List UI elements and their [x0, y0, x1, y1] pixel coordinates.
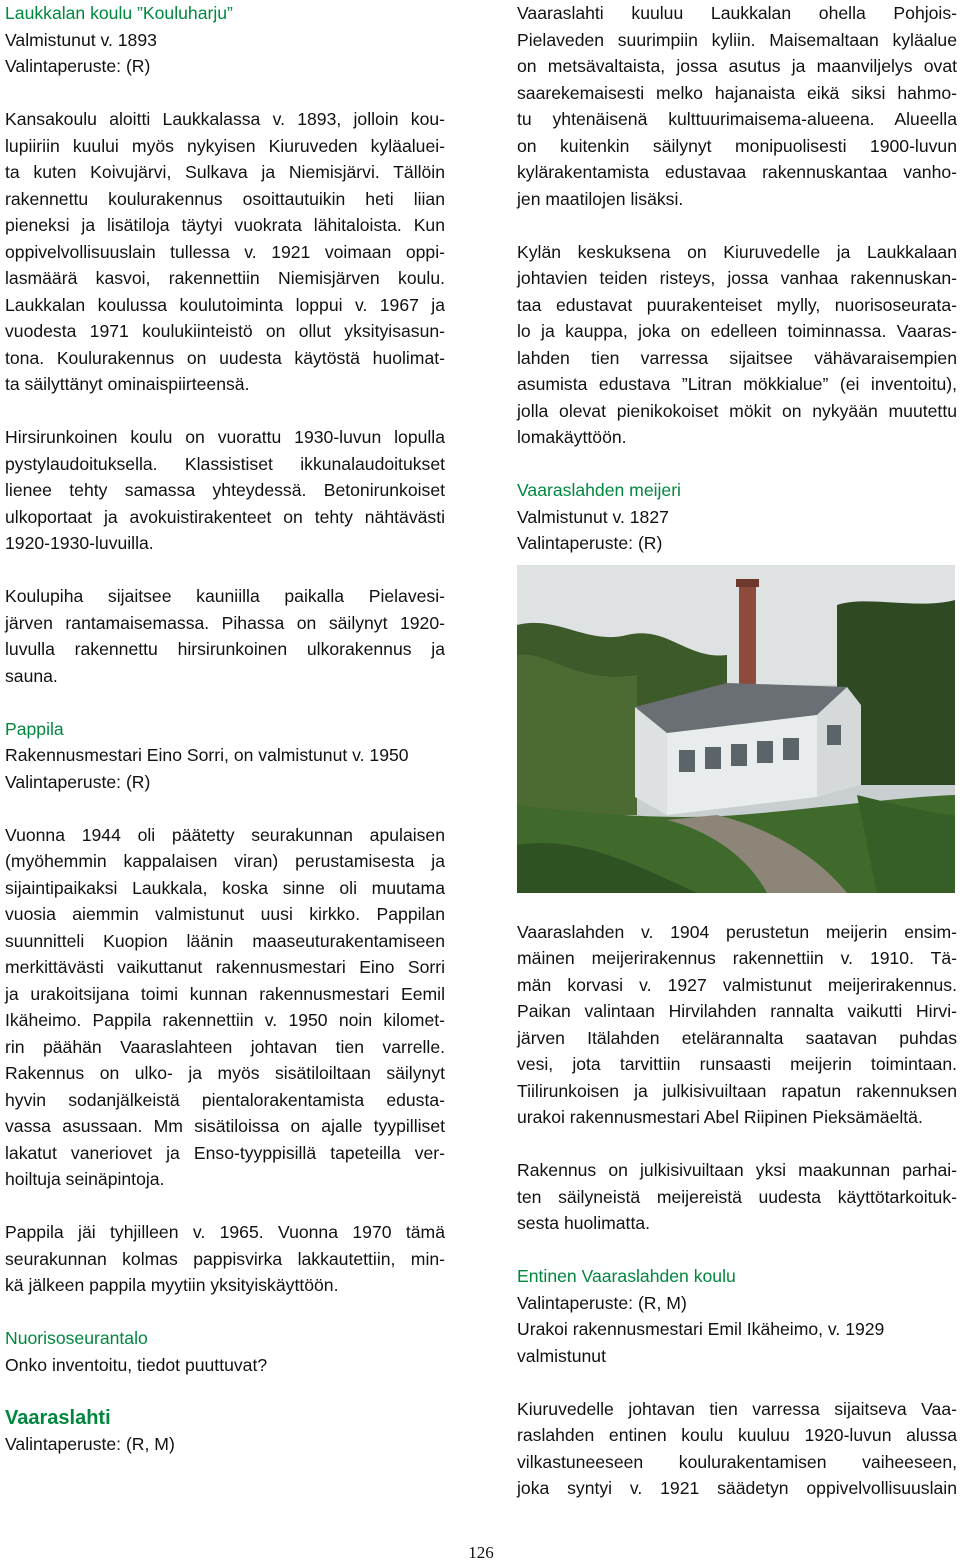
text-line: on kuitenkin säilynyt monipuolisesti 1900-luvun	[517, 135, 957, 156]
text-line: järven Itälahden etelärannalta saatavan puhdas	[517, 1027, 957, 1048]
dairy-heading	[517, 477, 957, 557]
text-line: ten säilyneistä meijereistä uudesta käyttötarkoituk-	[517, 1186, 957, 1207]
dairy-photo	[517, 565, 955, 893]
text-line: män korvasi v. 1927 valmistunut meijerirakennus.	[517, 974, 957, 995]
village-paragraph-2	[517, 239, 957, 451]
dairy-criteria: Valintaperuste: (R)	[517, 533, 663, 553]
dairy-paragraph-2	[517, 1157, 957, 1237]
text-line: saarekemaisesti melko hajanaista eikä siksi hahmo-	[517, 82, 957, 103]
text-line: 1920-1930-luvuilla.	[5, 533, 154, 553]
text-line: lakatut vaneriovet ja Enso-tyyppisillä tapeteilla ver-	[5, 1142, 445, 1163]
youth-house-section	[5, 1325, 445, 1378]
text-line: hyvin sodanjälkeistä pientalorakentamista edusta-	[5, 1089, 445, 1110]
text-line: oppivelvollisuuslain tullessa v. 1921 voimaan oppi-	[5, 241, 445, 262]
old-school-heading	[517, 1263, 957, 1369]
village-title: Vaaraslahti	[5, 1406, 111, 1429]
school-built: Valmistunut v. 1893	[5, 29, 157, 50]
school-criteria: Valintaperuste: (R)	[5, 56, 151, 76]
right-column	[517, 0, 957, 1502]
text-line: kä jälkeen pappila myytiin yksityiskäyttöön.	[5, 1275, 339, 1295]
text-line: lienee tehty samassa yhteydessä. Betonirunkoiset	[5, 480, 445, 500]
text-line: johtavien teiden risteys, jossa vanhaa rakennuskan-	[517, 268, 957, 288]
text-line: ulkoportaat ja avokuistirakenteet on tehty nähtävästi	[5, 506, 445, 527]
text-line: Kylän keskuksena on Kiuruvedelle ja Laukkalaan	[517, 241, 957, 262]
old-school-built: Urakoi rakennusmestari Emil Ikäheimo, v. 1929	[517, 1319, 885, 1339]
text-line: kylärakentamista edustavaa rakennuskantaa vanho-	[517, 162, 957, 182]
text-line: taa edustavat puurakenteiset mylly, nuorisoseurata-	[517, 294, 957, 315]
text-line: Pappila jäi tyhjilleen v. 1965. Vuonna 1970 tämä	[5, 1222, 445, 1242]
text-line: Rakennus on ulko- ja myös sisätiloiltaan säilynyt	[5, 1063, 445, 1083]
text-line: hoiltuja seinäpintoja.	[5, 1169, 165, 1189]
text-line: Koulupiha sijaitsee kauniilla paikalla Pielavesi-	[5, 586, 445, 606]
text-line: Kansakoulu aloitti Laukkalassa v. 1893, jolloin kou-	[5, 109, 445, 129]
rectory-title: Pappila	[5, 718, 64, 739]
text-line: lupiiriin kuului myös nykyisen Kiuruveden kyläaluei-	[5, 135, 445, 156]
text-line: tu yhtenäisenä kulttuurimaisema-alueena. Alueella	[517, 109, 957, 129]
rectory-criteria: Valintaperuste: (R)	[5, 771, 151, 792]
school-paragraph-1	[5, 106, 445, 398]
text-line: asumista edustava ”Litran mökkialue” (ei inventoitu),	[517, 374, 957, 394]
dairy-title: Vaaraslahden meijeri	[517, 480, 681, 500]
text-line: Kiuruvedelle johtavan tien varressa sijaitseva Vaa-	[517, 1398, 957, 1419]
text-line: suunnitteli Kuopion läänin maaseuturakentamiseen	[5, 930, 445, 951]
rectory-paragraph-2	[5, 1219, 445, 1299]
text-line: lahden tien varressa sijaitsee vähävaraisempien	[517, 347, 957, 368]
text-line: Paikan valintaan Hirvilahden rannalta vaikutti Hirvi-	[517, 1001, 957, 1021]
text-line: luvulla rakennettu hirsirunkoinen ulkorakennus ja	[5, 639, 445, 659]
text-line: ta säilyttänyt ominaispiirteensä.	[5, 374, 250, 394]
left-column	[5, 0, 445, 1458]
text-line: merkittävästi vaikuttanut rakennusmestari Eino Sorri	[5, 957, 445, 977]
text-line: sauna.	[5, 665, 58, 686]
text-line: Rakennus on julkisivuiltaan yksi maakunnan parhai-	[517, 1160, 957, 1180]
text-line: vassa asussaan. Mm sisätiloissa on ajalle tyypilliset	[5, 1116, 445, 1136]
text-line: (myöhemmin kappalaisen viran) perustamisesta ja	[5, 851, 445, 871]
text-line: lo ja kauppa, joka on edelleen toiminnassa. Vaaras-	[517, 321, 957, 341]
text-line: Tiilirunkoisen ja julkisivuiltaan rapatun rakennuksen	[517, 1080, 957, 1101]
text-line: joka syntyi v. 1921 säädetyn oppivelvollisuuslain	[517, 1478, 957, 1498]
text-line: on metsävaltaista, jossa asutus ja maanviljelys ovat	[517, 56, 957, 76]
text-line: seurakunnan kolmas pappisvirka lakkautettiin, min-	[5, 1248, 445, 1269]
village-section	[5, 1405, 445, 1458]
text-line: Ikäheimo. Pappila rakennettiin v. 1950 noin kilomet-	[5, 1010, 445, 1030]
old-school-title: Entinen Vaaraslahden koulu	[517, 1266, 736, 1286]
text-line: rin päähän Vaaraslahteen johtavan tien varrelle.	[5, 1036, 445, 1057]
school-paragraph-2	[5, 424, 445, 557]
text-line: rakennettu koulurakennus osoittautuikin heti liian	[5, 188, 445, 209]
text-line: vuosia aiemmin valmistunut uusi kirkko. Pappilan	[5, 904, 445, 924]
rectory-built: Rakennusmestari Eino Sorri, on valmistunut v. 1950	[5, 745, 409, 765]
page-number: 126	[468, 1543, 494, 1562]
text-line: ja urakoitsijana toimi kunnan rakennusmestari Eemil	[5, 983, 445, 1004]
rectory-paragraph-1	[5, 822, 445, 1193]
text-line: jen maatilojen lisäksi.	[517, 188, 684, 209]
old-school-built: valmistunut	[517, 1345, 606, 1366]
text-line: Laukkalan koulussa koulutoiminta loppui v. 1967 ja	[5, 294, 445, 315]
rectory-heading	[5, 716, 445, 796]
text-line: urakoi rakennusmestari Abel Riipinen Pieksämäeltä.	[517, 1107, 923, 1127]
dairy-built: Valmistunut v. 1827	[517, 506, 669, 527]
text-line: jolla olevat pienikokoiset mökit on nykyään muutettu	[517, 400, 957, 421]
text-line: Pielaveden suurimpiin kyliin. Maisemaltaan kyläalue	[517, 29, 957, 50]
youth-house-note: Onko inventoitu, tiedot puuttuvat?	[5, 1354, 268, 1375]
school-paragraph-3	[5, 583, 445, 689]
text-line: vilkastuneeseen koulurakentamisen vaiheeseen,	[517, 1451, 957, 1472]
text-line: mäinen meijerirakennus rakennettiin v. 1910. Tä-	[517, 948, 957, 968]
text-line: järven rantamaisemassa. Pihassa on säilynyt 1920-	[5, 612, 445, 633]
school-title: Laukkalan koulu ”Kouluharju”	[5, 3, 233, 23]
village-criteria: Valintaperuste: (R, M)	[5, 1434, 175, 1454]
text-line: Vuonna 1944 oli päätetty seurakunnan apulaisen	[5, 824, 445, 845]
text-line: vesi, jota tarvittiin runsaasti meijerin toimintaan.	[517, 1054, 957, 1074]
text-line: vuodesta 1971 koulukiinteistö on ollut yksityisasun-	[5, 321, 445, 341]
text-line: raslahden entinen koulu kuuluu 1920-luvun alussa	[517, 1425, 957, 1445]
old-school-criteria: Valintaperuste: (R, M)	[517, 1292, 687, 1313]
text-line: lomakäyttöön.	[517, 427, 627, 447]
text-line: tona. Koulurakennus on uudesta käytöstä huolimat-	[5, 347, 445, 368]
school-heading	[5, 0, 445, 80]
youth-house-title: Nuorisoseurantalo	[5, 1328, 148, 1348]
text-line: sijaintipaikaksi Laukkala, koska sinne oli muutama	[5, 877, 445, 898]
text-line: pieneksi ja lisätiloja täytyi vuokrata lähitaloista. Kun	[5, 215, 445, 235]
old-school-paragraph-1	[517, 1396, 957, 1502]
text-line: Hirsirunkoinen koulu on vuorattu 1930-luvun lopulla	[5, 427, 445, 447]
village-paragraph-1	[517, 0, 957, 212]
text-line: sesta huolimatta.	[517, 1213, 651, 1233]
dairy-paragraph-1	[517, 919, 957, 1131]
text-line: Vaaraslahden v. 1904 perustetun meijerin ensim-	[517, 921, 957, 942]
text-line: ta kuten Koivujärvi, Sulkava ja Niemisjärvi. Tällöin	[5, 162, 445, 182]
text-line: lasmäärä kasvoi, rakennettiin Niemisjärven koulu.	[5, 268, 445, 288]
text-line: pystylaudoituksella. Klassistiset ikkunalaudoitukset	[5, 453, 445, 474]
text-line: Vaaraslahti kuuluu Laukkalan ohella Pohjois-	[517, 3, 957, 23]
